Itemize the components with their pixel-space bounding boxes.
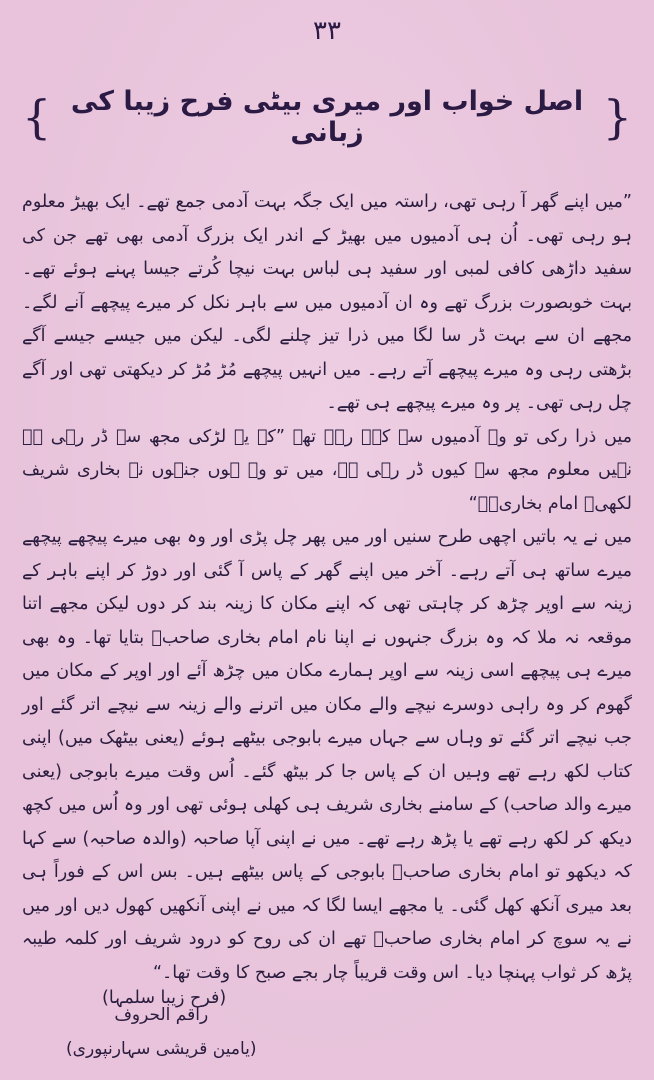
body-text — [22, 186, 632, 990]
heading-open-brace: { — [602, 90, 632, 144]
paragraph-dream-end: میں نے یہ باتیں اچھی طرح سنیں اور میں پھر چل پڑی اور وہ بھی میرے پیچھے پیچھے میرے ساتھ ہی آتے رہے۔ آخر میں اپنے گھر کے پاس آ گئی اور دوڑ کر اپنے باہر کے زینہ سے اوپر چڑھ کر چاہتی تھی کہ اپنے مکان کا زینہ بند کر دوں لیکن مجھے اتنا موقعہ نہ ملا کہ وہ بزرگ جنہوں نے اپنا نام امام بخاری صاحبؒ بتایا تھا۔ وہ بھی میرے ہی پیچھے اسی زینہ سے اوپر ہمارے مکان میں چڑھ آئے اور اوپر کے مکان میں گھوم کر وہ راہی دوسرے نیچے والے مکان میں اترنے والے زینہ سے نیچے اتر گئے اور جب نیچے اتر گئے تو وہاں سے جہاں میرے بابوجی بیٹھے ہوئے (یعنی بیٹھک میں) اپنی کتاب لکھ رہے تھے وہیں ان کے پاس جا کر بیٹھ گئے۔ اُس وقت میرے بابوجی (یعنی میرے والد صاحب) کے سامنے بخاری شریف ہی کھلی ہوئی تھی اور وہ اُس میں کچھ دیکھ کر لکھ رہے تھے یا پڑھ رہے تھے۔ میں نے اپنی آپا صاحبہ (والدہ صاحبہ) سے کہا کہ دیکھو تو امام بخاری صاحبؒ بابوجی کے پاس بیٹھے ہیں۔ بس اس کے فوراً ہی بعد میری آنکھ کھل گئی۔ یا مجھے ایسا لگا کہ میں نے اپنی آنکھیں کھول دیں اور میں نے یہ سوچ کر امام بخاری صاحبؒ تھے ان کی روح کو درود شریف اور کلمہ طیبہ پڑھ کر ثواب پہنچا دیا۔ اس وقت قریباً چار بجے صبح کا وقت تھا۔“ — [22, 527, 632, 983]
signature-name: (یامین قریشی سہارنپوری) — [66, 1039, 257, 1059]
chapter-title: اصل خواب اور میری بیٹی فرح زیبا کی زبانی — [70, 86, 584, 148]
heading-close-brace: } — [22, 90, 52, 144]
paragraph-elder-speech: میں ذرا رکی تو وہ آدمیوں سے کہہ رہے تھے ”کہ یہ لڑکی مجھ سے ڈر رہی ہے نہیں معلوم مجھ سے کیوں ڈر رہی ہے، میں تو وہ ہوں جنہوں نے بخاری شریف لکھی۔ امام بخاریؒ۔“ — [22, 426, 632, 514]
narrator-name: (فرح زیبا سلمہا) — [102, 988, 227, 1008]
chapter-heading — [22, 86, 632, 148]
signature-label: راقم الحروف — [114, 1005, 209, 1025]
paragraph-dream-intro: ”میں اپنے گھر آ رہی تھی، راستہ میں ایک جگہ بہت آدمی جمع تھے۔ ایک بھیڑ معلوم ہو رہی تھی۔ اُن ہی آدمیوں میں بھیڑ کے اندر ایک بزرگ آدمی بھی تھے جن کی سفید داڑھی کافی لمبی اور سفید ہی لباس بہت نیچا کُرتے جیسا پہنے ہوئے تھے۔ بہت خوبصورت بزرگ تھے وہ ان آدمیوں میں سے باہر نکل کر میرے پیچھے آنے لگے۔ مجھے ان سے بہت ڈر سا لگا میں ذرا تیز چلنے لگی۔ لیکن میں جیسے جیسے آگے بڑھتی رہی وہ میرے پیچھے آتے رہے۔ میں انہیں پیچھے مُڑ مُڑ کر دیکھتی تھی اور آگے چل رہی تھی۔ پر وہ میرے پیچھے ہی تھے۔ — [22, 192, 632, 413]
author-signature — [66, 998, 257, 1066]
page-number: ۳۳ — [313, 16, 341, 46]
